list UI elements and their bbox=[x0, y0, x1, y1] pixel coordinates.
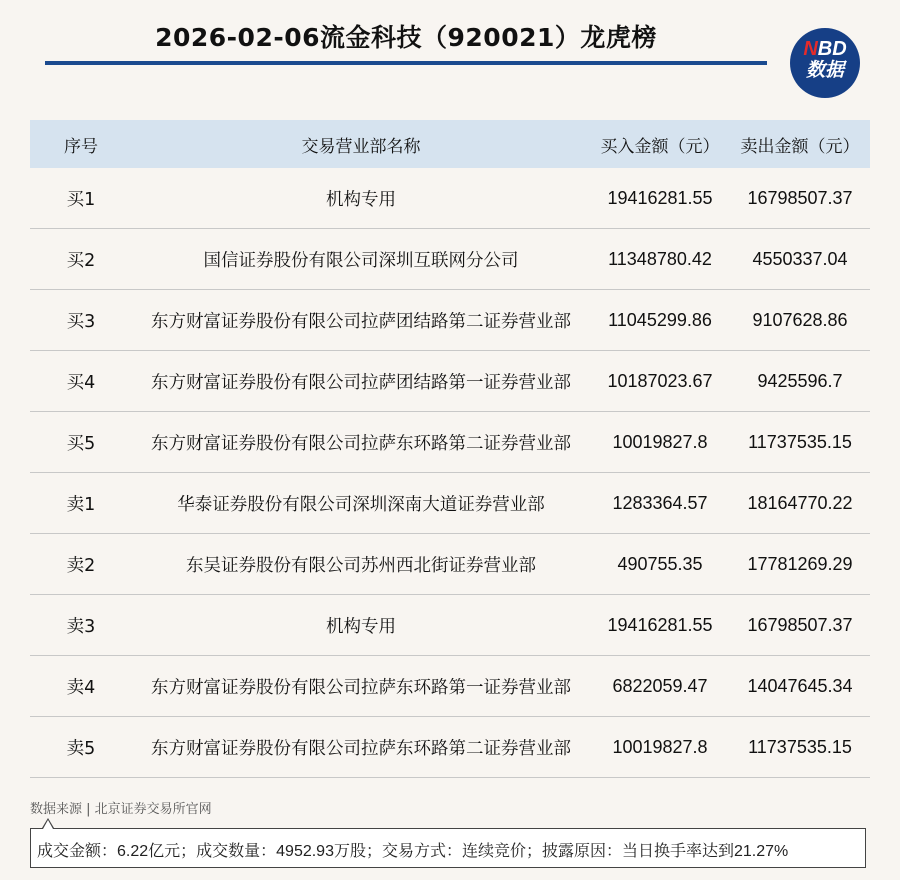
cell-buy: 1283364.57 bbox=[590, 473, 730, 534]
cell-buy: 10019827.8 bbox=[590, 412, 730, 473]
cell-sell: 14047645.34 bbox=[730, 656, 870, 717]
table-row bbox=[30, 351, 870, 412]
page-title: 2026-02-06流金科技（920021）龙虎榜 bbox=[155, 23, 657, 52]
cell-sell: 4550337.04 bbox=[730, 229, 870, 290]
cell-sell: 9425596.7 bbox=[730, 351, 870, 412]
cell-seq: 买4 bbox=[30, 351, 132, 412]
cell-seq: 卖4 bbox=[30, 656, 132, 717]
note-pointer-fill bbox=[43, 820, 53, 829]
logo-line-2: 数据 bbox=[805, 60, 844, 81]
table-row bbox=[30, 717, 870, 778]
cell-buy: 6822059.47 bbox=[590, 656, 730, 717]
cell-sell: 17781269.29 bbox=[730, 534, 870, 595]
cell-sell: 11737535.15 bbox=[730, 717, 870, 778]
cell-sell: 11737535.15 bbox=[730, 412, 870, 473]
cell-branch: 机构专用 bbox=[132, 168, 590, 229]
data-source-label: 数据来源 | 北京证券交易所官网 bbox=[30, 802, 212, 817]
column-header-buy: 买入金额（元） bbox=[590, 120, 730, 168]
logo-line-1: NBD bbox=[803, 38, 847, 60]
cell-seq: 买1 bbox=[30, 168, 132, 229]
cell-buy: 490755.35 bbox=[590, 534, 730, 595]
table-row bbox=[30, 534, 870, 595]
column-header-sell: 卖出金额（元） bbox=[730, 120, 870, 168]
cell-buy: 19416281.55 bbox=[590, 595, 730, 656]
cell-branch: 东方财富证券股份有限公司拉萨团结路第二证券营业部 bbox=[132, 290, 590, 351]
cell-branch: 东方财富证券股份有限公司拉萨东环路第二证券营业部 bbox=[132, 717, 590, 778]
column-header-seq: 序号 bbox=[30, 120, 132, 168]
table-row bbox=[30, 290, 870, 351]
cell-buy: 10187023.67 bbox=[590, 351, 730, 412]
cell-buy: 11348780.42 bbox=[590, 229, 730, 290]
summary-note-text: 成交金额：6.22亿元；成交数量：4952.93万股；交易方式：连续竞价；披露原因：当日换手率达到21.27% bbox=[37, 843, 789, 860]
cell-sell: 18164770.22 bbox=[730, 473, 870, 534]
table-row bbox=[30, 473, 870, 534]
table-row bbox=[30, 656, 870, 717]
table-row bbox=[30, 168, 870, 229]
table-row bbox=[30, 229, 870, 290]
cell-branch: 国信证券股份有限公司深圳互联网分公司 bbox=[132, 229, 590, 290]
cell-branch: 东方财富证券股份有限公司拉萨团结路第一证券营业部 bbox=[132, 351, 590, 412]
cell-branch: 机构专用 bbox=[132, 595, 590, 656]
nbd-logo bbox=[790, 28, 860, 98]
cell-branch: 东方财富证券股份有限公司拉萨东环路第二证券营业部 bbox=[132, 412, 590, 473]
cell-buy: 11045299.86 bbox=[590, 290, 730, 351]
table-row bbox=[30, 412, 870, 473]
cell-seq: 卖5 bbox=[30, 717, 132, 778]
title-underline bbox=[45, 61, 767, 65]
cell-seq: 卖2 bbox=[30, 534, 132, 595]
dragon-tiger-table bbox=[30, 120, 870, 778]
cell-seq: 买3 bbox=[30, 290, 132, 351]
cell-seq: 卖3 bbox=[30, 595, 132, 656]
column-header-branch: 交易营业部名称 bbox=[132, 120, 590, 168]
table-header-row bbox=[30, 120, 870, 168]
cell-seq: 买2 bbox=[30, 229, 132, 290]
cell-seq: 卖1 bbox=[30, 473, 132, 534]
cell-branch: 华泰证券股份有限公司深圳深南大道证券营业部 bbox=[132, 473, 590, 534]
cell-buy: 10019827.8 bbox=[590, 717, 730, 778]
cell-sell: 16798507.37 bbox=[730, 595, 870, 656]
table-row bbox=[30, 595, 870, 656]
cell-branch: 东方财富证券股份有限公司拉萨东环路第一证券营业部 bbox=[132, 656, 590, 717]
cell-sell: 16798507.37 bbox=[730, 168, 870, 229]
cell-sell: 9107628.86 bbox=[730, 290, 870, 351]
cell-branch: 东吴证券股份有限公司苏州西北街证券营业部 bbox=[132, 534, 590, 595]
cell-buy: 19416281.55 bbox=[590, 168, 730, 229]
cell-seq: 买5 bbox=[30, 412, 132, 473]
